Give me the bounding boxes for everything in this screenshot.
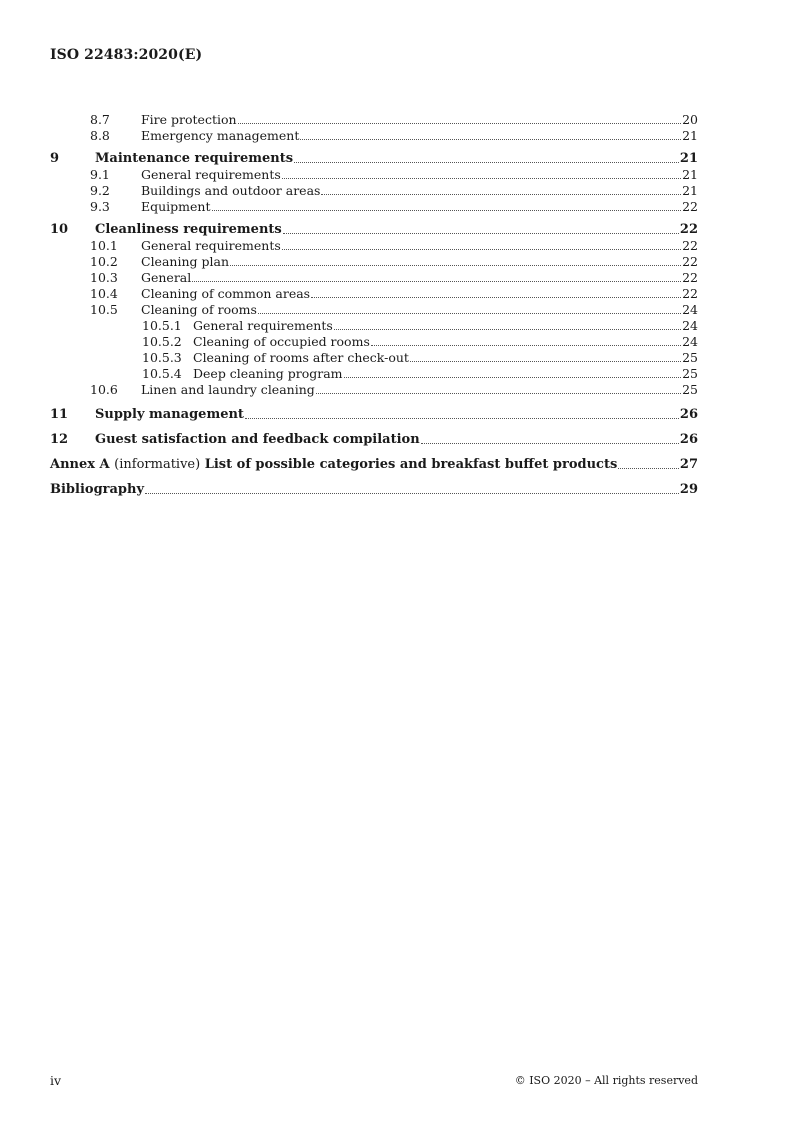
dot-leader	[283, 233, 679, 234]
toc-entry-10-1[interactable]	[50, 238, 698, 254]
dot-leader	[334, 329, 681, 330]
toc-number: 10.5.3	[142, 350, 182, 365]
toc-title: General requirements	[193, 318, 333, 333]
dot-leader	[212, 210, 682, 211]
toc-page: 27	[679, 457, 698, 472]
dot-leader	[410, 361, 681, 362]
toc-entry-8-8[interactable]	[50, 128, 698, 144]
toc-page: 22	[679, 222, 698, 237]
toc-number: 9.3	[90, 199, 110, 214]
toc-number: 9.1	[90, 167, 110, 182]
toc-title: Buildings and outdoor areas	[141, 183, 321, 198]
toc-number: 8.7	[90, 112, 110, 127]
toc-entry-12[interactable]	[50, 432, 698, 448]
toc-page: 21	[682, 183, 698, 198]
page-number: iv	[50, 1073, 62, 1088]
dot-leader	[344, 377, 682, 378]
toc-entry-10-5-3[interactable]	[50, 350, 698, 366]
table-of-contents	[50, 112, 698, 498]
dot-leader	[258, 313, 681, 314]
toc-page: 26	[679, 432, 698, 447]
toc-entry-9[interactable]	[50, 151, 698, 167]
toc-number: 10.6	[90, 382, 118, 397]
dot-leader	[421, 443, 679, 444]
toc-number: 10.2	[90, 254, 118, 269]
toc-number: 10.5.4	[142, 366, 182, 381]
toc-entry-11[interactable]	[50, 407, 698, 423]
toc-number: 10.3	[90, 270, 118, 285]
toc-number: 10.4	[90, 286, 118, 301]
toc-title: Cleaning plan	[141, 254, 229, 269]
dot-leader	[282, 249, 681, 250]
dot-leader	[145, 493, 679, 494]
toc-page: 21	[682, 128, 698, 143]
toc-number: 10.5.2	[142, 334, 182, 349]
toc-entry-8-7[interactable]	[50, 112, 698, 128]
toc-page: 26	[679, 407, 698, 422]
toc-number: 9	[50, 151, 60, 166]
toc-title	[50, 457, 617, 473]
toc-title: Emergency management	[141, 128, 300, 143]
annex-label: Annex A	[50, 457, 110, 472]
annex-qualifier: (informative)	[114, 457, 201, 472]
toc-page: 24	[682, 302, 698, 317]
toc-title: Bibliography	[50, 482, 145, 497]
toc-page: 22	[682, 270, 698, 285]
toc-title: General requirements	[141, 238, 281, 253]
toc-entry-10-5-4[interactable]	[50, 366, 698, 382]
dot-leader	[238, 123, 682, 124]
dot-leader	[321, 194, 681, 195]
dot-leader	[371, 345, 681, 346]
toc-number: 11	[50, 407, 69, 422]
toc-page: 22	[682, 199, 698, 214]
dot-leader	[230, 265, 681, 266]
toc-entry-10-2[interactable]	[50, 254, 698, 270]
toc-number: 10	[50, 222, 69, 237]
toc-title: Cleaning of occupied rooms	[193, 334, 370, 349]
toc-page: 25	[682, 382, 698, 397]
toc-page: 21	[682, 167, 698, 182]
toc-title: Fire protection	[141, 112, 237, 127]
toc-entry-10-5[interactable]	[50, 302, 698, 318]
toc-title: General requirements	[141, 167, 281, 182]
toc-page: 22	[682, 238, 698, 253]
toc-entry-10-3[interactable]	[50, 270, 698, 286]
toc-page: 20	[682, 112, 698, 127]
toc-page: 25	[682, 366, 698, 381]
toc-entry-10-5-1[interactable]	[50, 318, 698, 334]
toc-entry-9-3[interactable]	[50, 199, 698, 215]
toc-entry-9-1[interactable]	[50, 167, 698, 183]
dot-leader	[294, 162, 679, 163]
toc-page: 24	[682, 318, 698, 333]
dot-leader	[311, 297, 681, 298]
toc-title: Equipment	[141, 199, 211, 214]
toc-entry-annex-a[interactable]	[50, 457, 698, 473]
toc-title: Cleanliness requirements	[95, 222, 282, 237]
annex-title: List of possible categories and breakfast buffet products	[204, 457, 618, 472]
toc-entry-bibliography[interactable]	[50, 482, 698, 498]
toc-page: 29	[679, 482, 698, 497]
toc-title: Maintenance requirements	[95, 151, 294, 166]
toc-entry-9-2[interactable]	[50, 183, 698, 199]
toc-number: 10.1	[90, 238, 118, 253]
document-id: ISO 22483:2020(E)	[50, 47, 203, 63]
toc-title: Cleaning of common areas	[141, 286, 311, 301]
toc-page: 25	[682, 350, 698, 365]
toc-title: Cleaning of rooms after check-out	[193, 350, 409, 365]
dot-leader	[316, 393, 681, 394]
toc-number: 8.8	[90, 128, 110, 143]
toc-page: 24	[682, 334, 698, 349]
toc-number: 10.5	[90, 302, 118, 317]
dot-leader	[282, 178, 681, 179]
copyright-notice: © ISO 2020 – All rights reserved	[514, 1074, 698, 1087]
toc-title: General	[141, 270, 192, 285]
dot-leader	[245, 418, 679, 419]
toc-page: 22	[682, 254, 698, 269]
toc-page: 21	[679, 151, 698, 166]
dot-leader	[192, 281, 681, 282]
toc-page: 22	[682, 286, 698, 301]
toc-title: Guest satisfaction and feedback compilation	[95, 432, 420, 447]
toc-entry-10-4[interactable]	[50, 286, 698, 302]
toc-title: Linen and laundry cleaning	[141, 382, 315, 397]
toc-title: Deep cleaning program	[193, 366, 343, 381]
toc-title: Cleaning of rooms	[141, 302, 257, 317]
toc-number: 12	[50, 432, 69, 447]
toc-number: 9.2	[90, 183, 110, 198]
toc-number: 10.5.1	[142, 318, 182, 333]
toc-entry-10[interactable]	[50, 222, 698, 238]
toc-entry-10-6[interactable]	[50, 382, 698, 398]
dot-leader	[300, 139, 681, 140]
toc-entry-10-5-2[interactable]	[50, 334, 698, 350]
toc-title: Supply management	[95, 407, 244, 422]
dot-leader	[618, 468, 679, 469]
